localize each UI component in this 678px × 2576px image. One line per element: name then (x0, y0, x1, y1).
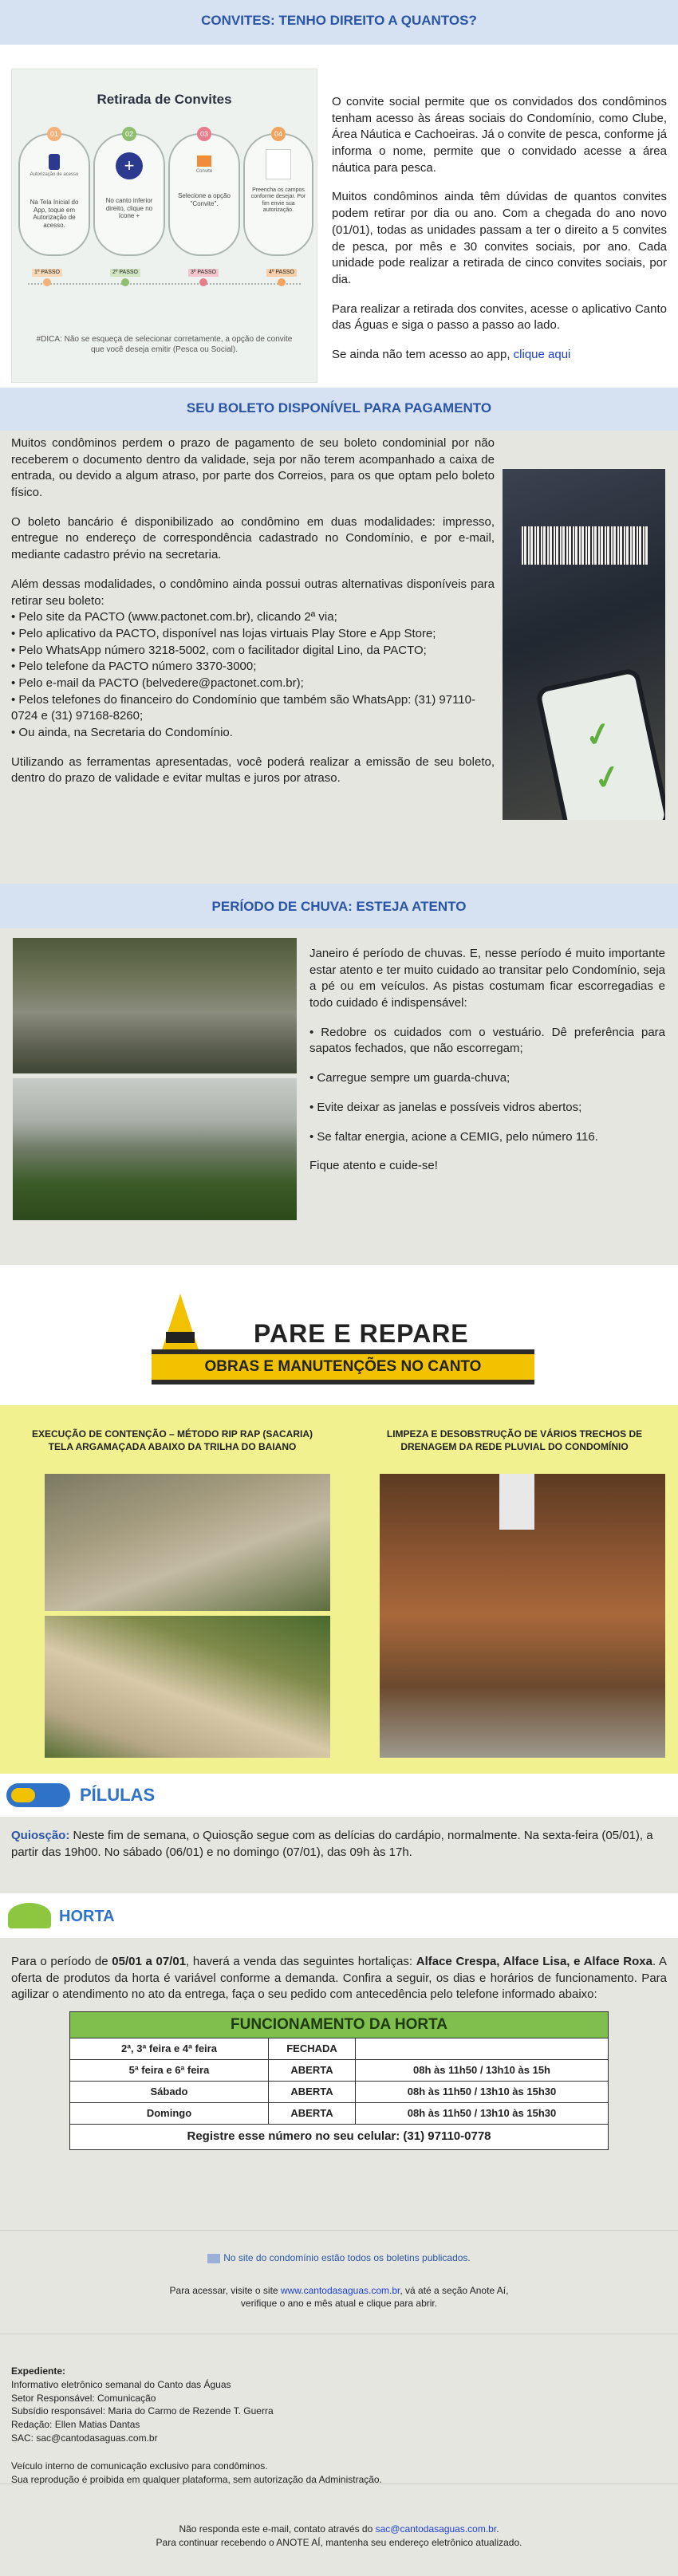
pipe-graphic (499, 1474, 534, 1530)
timeline-step-4: 4º PASSO (258, 274, 305, 294)
step-4-text: Preencha os campos conforme desejar. Por fim envie sua autorização. (250, 187, 306, 214)
chuva-section (0, 928, 678, 1265)
pilulas-section (0, 1817, 678, 1893)
step-4 (243, 130, 313, 256)
boleto-phone-image (503, 469, 665, 820)
step-3-number: 03 (197, 127, 211, 141)
expediente-section (0, 2334, 678, 2483)
boleto-section (0, 431, 678, 884)
infographic-tip: #DICA: Não se esqueça de selecionar corretamente, a opção de convite que você deseja emitir (Pesca ou Social). (36, 335, 293, 354)
site-link[interactable]: www.cantodasaguas.com.br (280, 2284, 400, 2296)
site-line3: verifique o ano e mês atual e clique para abrir. (240, 2298, 438, 2310)
pilulas-bar (0, 1774, 678, 1817)
chuva-item: • Se faltar energia, acione a CEMIG, pelo número 116. (309, 1129, 598, 1144)
chuva-header: PERÍODO DE CHUVA: ESTEJA ATENTO (0, 884, 678, 928)
step-3-screen-label: Convite (195, 169, 213, 174)
boleto-p1: Muitos condôminos perdem o prazo de pagamento de seu boleto condominial por não receberem o documento dentro da validade, seja por não terem acompanhado a caixa de entrada, ou devido a algum atraso, por parte dos Correios, para os que optam pelo boleto físico. (11, 436, 495, 500)
horta-bar (0, 1893, 678, 1938)
step-2 (93, 130, 165, 256)
pare-banner (0, 1265, 678, 1405)
boleto-text (11, 435, 495, 800)
step-1-text: Na Tela Inicial do App, toque em Autorização de acesso. (30, 199, 79, 230)
pare-subtitle: OBRAS E MANUTENÇÕES NO CANTO (204, 1358, 482, 1375)
drainage-photo (380, 1474, 665, 1758)
convites-header: CONVITES: TENHO DIREITO A QUANTOS? (0, 0, 678, 45)
list-item: • Pelo e-mail da PACTO (belvedere@pactonet.com.br); (11, 676, 304, 690)
step-2-text: No canto inferior direito, clique no ícone + (105, 197, 153, 220)
expediente-title: Expediente: (11, 2365, 66, 2377)
step-2-number: 02 (122, 127, 136, 141)
step-3-text: Selecione a opção "Convite". (178, 192, 231, 207)
footer-line2: Para continuar recebendo o ANOTE AÍ, mantenha seu endereço eletrônico atualizado. (156, 2536, 522, 2548)
expediente-note: Sua reprodução é proibida em qualquer plataforma, sem autorização da Administração. (11, 2473, 382, 2485)
step-4-number: 04 (271, 127, 286, 141)
chuva-p1: Janeiro é período de chuvas. E, nesse período é muito importante estar atento e ter muito cuidado ao transitar pelo Condomínio, seja a pé ou em veículos. As pistas costumam ficar escorregadias e todo cuidado é indispensável: (309, 947, 665, 1010)
pilulas-text: Quiosção: Neste fim de semana, o Quiosção segue com as delícias do cardápio, normalmente. Na sexta-feira (05/01), a partir das 19h00. No sábado (06/01) e no domingo (07/01), das 09h às 17h. (11, 1829, 653, 1859)
pare-title: PARE E REPARE (254, 1319, 469, 1348)
expediente-line: Redação: Ellen Matias Dantas (11, 2419, 140, 2431)
envelope-icon (197, 156, 211, 167)
site-line1: No site do condomínio estão todos os boletins publicados. (0, 2251, 678, 2265)
expediente-line: Subsídio responsável: Maria do Carmo de Rezende T. Guerra (11, 2405, 274, 2417)
phone-graphic (534, 667, 665, 820)
convites-section (0, 45, 678, 388)
site-section (0, 2230, 678, 2334)
list-item: • Ou ainda, na Secretaria do Condomínio. (11, 726, 233, 739)
horta-table-footer: Registre esse número no seu celular: (31) 97110-0778 (70, 2125, 609, 2150)
chuva-item: • Carregue sempre um guarda-chuva; (309, 1071, 510, 1085)
footer-section (0, 2483, 678, 2576)
convites-p1: O convite social permite que os convidados dos condôminos tenham acesso às áreas sociais do Condomínio, como Clube, Área Náutica e Cachoeiras. Já o convite de pesca, conforme já informa o nome, permite que o convidado acesse a área náutica para pesca. (332, 95, 667, 175)
check-icon: ✓ (581, 715, 616, 755)
obras-section (0, 1405, 678, 1774)
list-item: • Pelo WhatsApp número 3218-5002, com o facilitador digital Lino, da PACTO; (11, 643, 427, 657)
obra-caption-1: EXECUÇÃO DE CONTENÇÃO – MÉTODO RIP RAP (SACARIA) TELA ARGAMAÇADA ABAIXO DA TRILHA DO BAIANO (31, 1428, 313, 1453)
timeline-step-1: 1º PASSO (23, 274, 71, 294)
rip-rap-photo-1 (45, 1474, 330, 1611)
table-row: Domingo ABERTA 08h às 11h50 / 13h10 às 15h30 (70, 2103, 609, 2125)
footer-line1: Não responda este e-mail, contato através do sac@cantodasaguas.com.br. (179, 2523, 499, 2535)
newsletter-icon (207, 2254, 220, 2263)
chuva-item: • Evite deixar as janelas e possíveis vidros abertos; (309, 1100, 582, 1114)
sac-email-link[interactable]: sac@cantodasaguas.com.br (375, 2523, 497, 2535)
list-item: • Pelos telefones do financeiro do Condomínio que também são WhatsApp: (31) 97110-0724 e (31) 97168-8260; (11, 692, 475, 723)
cone-stripe (166, 1332, 195, 1343)
list-item: • Pelo site da PACTO (www.pactonet.com.br), clicando 2ª via; (11, 610, 337, 624)
obra-caption-2: LIMPEZA E DESOBSTRUÇÃO DE VÁRIOS TRECHOS DE DRENAGEM DA REDE PLUVIAL DO CONDOMÍNIO (386, 1428, 643, 1453)
wet-road-photo (13, 938, 297, 1073)
convites-infographic (11, 69, 317, 383)
horta-section (0, 1938, 678, 2230)
convites-p4: Se ainda não tem acesso ao app, clique aqui (332, 347, 571, 361)
boleto-p2: O boleto bancário é disponibilizado ao condômino em duas modalidades: impresso, entregue no endereço de correspondência cadastrado no Condomínio, e por e-mail, mediante cadastro prévio na secretaria. (11, 514, 495, 562)
expediente-line: SAC: sac@cantodasaguas.com.br (11, 2432, 158, 2444)
convites-p3: Para realizar a retirada dos convites, acesse o aplicativo Canto das Águas e siga o passo a passo ao lado. (332, 301, 667, 333)
horta-text: Para o período de 05/01 a 07/01, haverá a venda das seguintes hortaliças: Alface Crespa, Alface Lisa, e Alface Roxa. A oferta de produtos da horta é variável conforme a demanda. Confira a seguir, os dias e horários de funcionamento. Para agilizar o atendimento no ato da entrega, faça o seu pedido com antecedência pelo telefone informado abaixo: (11, 1955, 667, 2002)
chuva-item: • Redobre os cuidados com o vestuário. Dê preferência para sapatos fechados, que não escorregam; (309, 1025, 665, 1056)
convites-p2: Muitos condôminos ainda têm dúvidas de quantos convites podem retirar por dia ou ano. Com a chegada do ano novo (01/01), todas as unidades passam a ter o direito a 5 convites de pesca, por mês e 30 convites sociais, por ano. Cada unidade pode realizar a retirada de cinco convites sociais, por dia. (332, 190, 667, 286)
boleto-p3: Além dessas modalidades, o condômino ainda possui outras alternativas disponíveis para retirar seu boleto: (11, 577, 495, 608)
infographic-title: Retirada de Convites (97, 92, 232, 107)
site-line2: Para acessar, visite o site www.cantodasaguas.com.br, vá até a seção Anote Aí, (169, 2284, 509, 2296)
expediente-line: Informativo eletrônico semanal do Canto das Águas (11, 2378, 231, 2390)
barcode-graphic (522, 526, 649, 565)
table-row: 5ª feira e 6ª feira ABERTA 08h às 11h50 / 13h10 às 15h (70, 2060, 609, 2082)
step-1-number: 01 (47, 127, 61, 141)
list-item: • Pelo aplicativo da PACTO, disponível nas lojas virtuais Play Store e App Store; (11, 626, 436, 640)
step-timeline (23, 270, 305, 291)
list-item: • Pelo telefone da PACTO número 3370-3000; (11, 660, 257, 674)
forest-rain-photo (13, 1078, 297, 1220)
step-1 (18, 130, 90, 256)
plus-icon: + (116, 152, 143, 179)
timeline-step-3: 3º PASSO (179, 274, 227, 294)
expediente-line: Setor Responsável: Comunicação (11, 2392, 156, 2404)
table-row: Sábado ABERTA 08h às 11h50 / 13h10 às 15h30 (70, 2082, 609, 2103)
rip-rap-photo-2 (45, 1616, 330, 1758)
pilulas-icon (6, 1783, 70, 1807)
horta-title: HORTA (59, 1908, 115, 1925)
boleto-p4: Utilizando as ferramentas apresentadas, você poderá realizar a emissão de seu boleto, dentro do prazo de validade e evitar multas e juros por atraso. (11, 754, 495, 786)
form-icon (266, 149, 291, 179)
check-icon: ✓ (590, 758, 625, 798)
infographic-steps (18, 130, 310, 261)
convites-text (332, 94, 667, 376)
table-row: 2ª, 3ª feira e 4ª feira FECHADA (70, 2038, 609, 2060)
pilulas-title: PÍLULAS (80, 1785, 156, 1805)
boleto-header: SEU BOLETO DISPONÍVEL PARA PAGAMENTO (0, 388, 678, 431)
timeline-step-2: 2º PASSO (101, 274, 149, 294)
pare-subtitle-bar (152, 1349, 534, 1385)
boleto-list (11, 609, 495, 742)
expediente-note: Veículo interno de comunicação exclusivo para condôminos. (11, 2460, 268, 2472)
horta-table (69, 2011, 609, 2150)
chuva-text (309, 946, 665, 1188)
step-1-screen-label: Autorização de acesso (30, 172, 79, 177)
clique-aqui-link[interactable]: clique aqui (513, 347, 571, 361)
leaf-icon (8, 1903, 51, 1928)
step-3 (168, 130, 240, 256)
phone-icon (49, 154, 60, 170)
horta-table-title: FUNCIONAMENTO DA HORTA (70, 2012, 609, 2038)
chuva-p2: Fique atento e cuide-se! (309, 1159, 438, 1173)
